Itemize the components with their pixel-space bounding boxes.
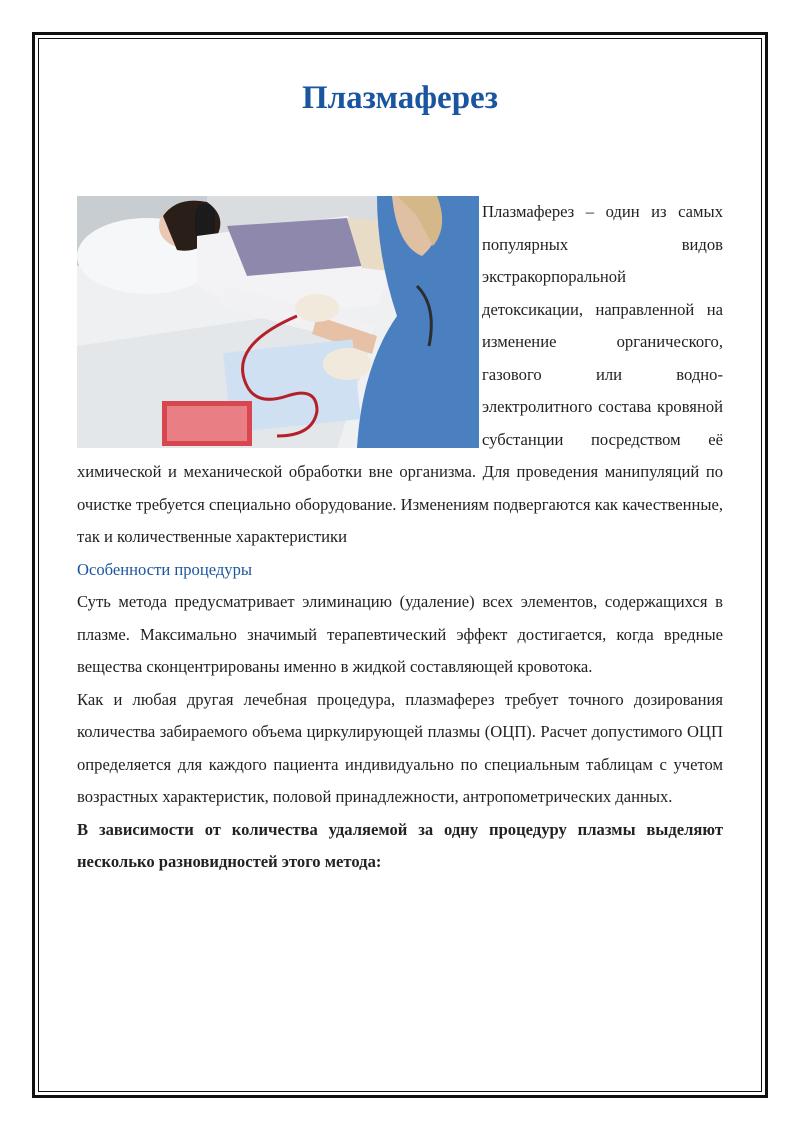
page-title: Плазмаферез xyxy=(302,80,498,116)
intro-paragraph: Плазмаферез – один из самых популярных видов экстракорпоральной детоксикации, направленной на изменение органического, газового или водно-электролитного состава кровяной субстанции посредством её химической и механической обработки вне организма. Для проведения манипуляций по очистке требуется специально оборудование. Изменениям подвергаются как качественные, так и количественные характеристики xyxy=(77,202,723,546)
paragraph-method: Суть метода предусматривает элиминацию (удаление) всех элементов, содержащихся в плазме. Максимально значимый терапевтический эффект достигается, когда вредные вещества сконцентрированы именно в жидкой составляющей кровотока. xyxy=(77,592,723,676)
paragraph-dosage: Как и любая другая лечебная процедура, плазмаферез требует точного дозирования количества забираемого объема циркулирующей плазмы (ОЦП). Расчет допустимого ОЦП определяется для каждого пациента индивидуально по специальным таблицам с учетом возрастных характеристик, половой принадлежности, антропометрических данных. xyxy=(77,689,723,806)
procedure-photo xyxy=(77,196,479,448)
paragraph-types-intro: В зависимости от количества удаляемой за одну процедуру плазмы выделяют несколько разновидностей этого метода: xyxy=(77,819,723,871)
section-heading: Особенности процедуры xyxy=(77,559,253,579)
document-body xyxy=(77,70,723,879)
